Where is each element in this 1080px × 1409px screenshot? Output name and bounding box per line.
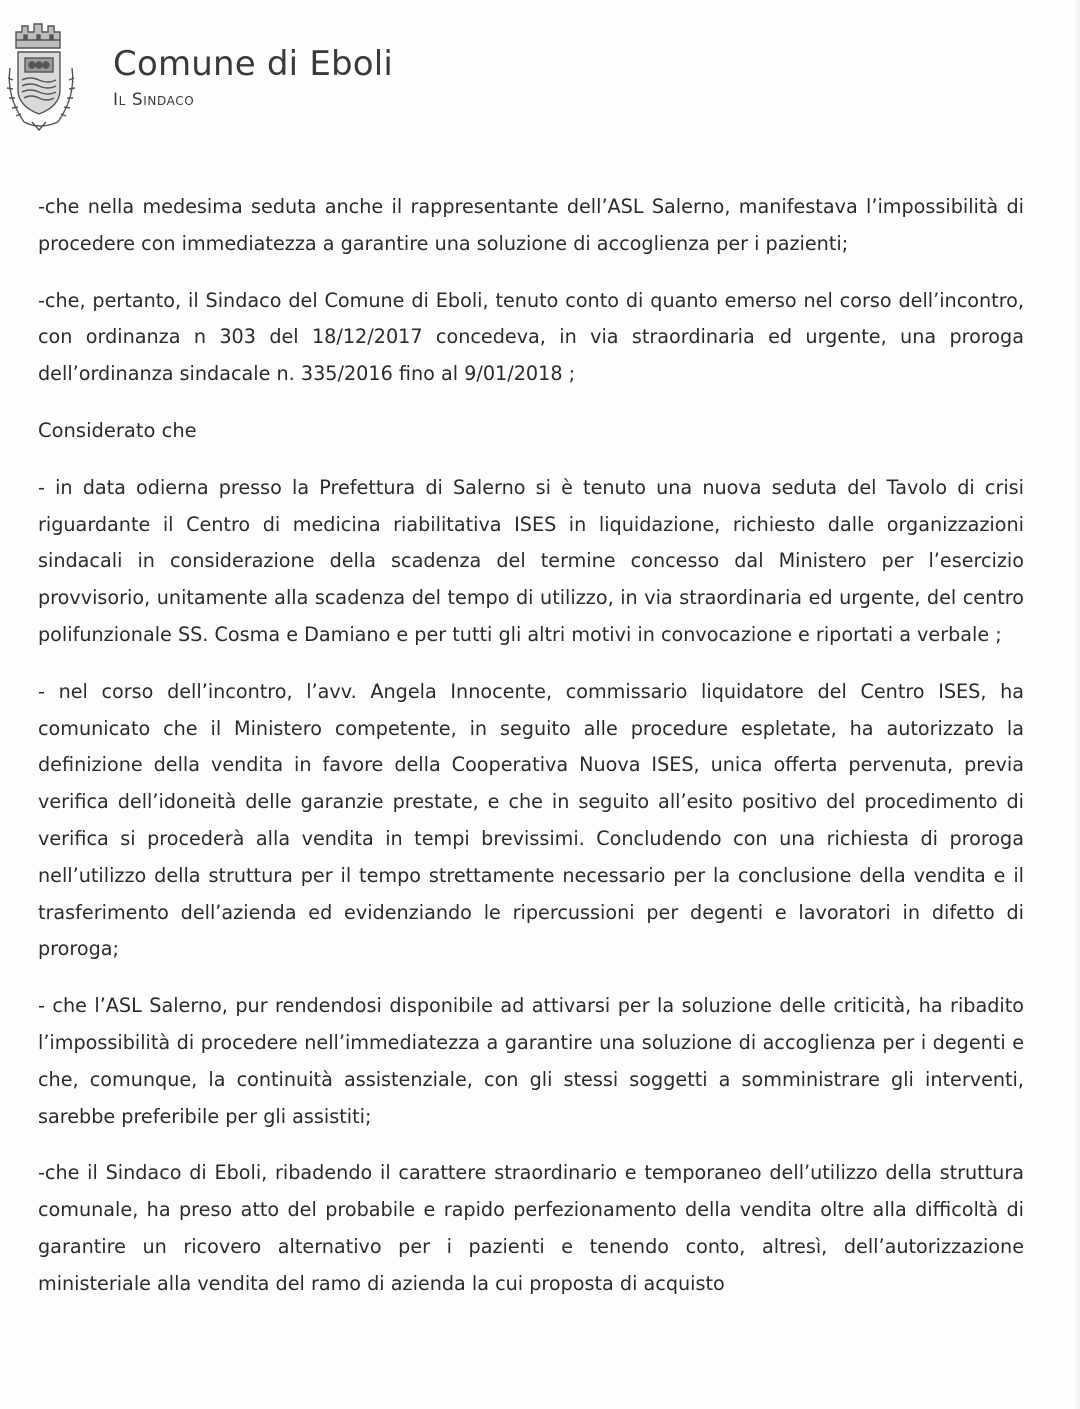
paragraph: -che il Sindaco di Eboli, ribadendo il carattere straordinario e temporaneo dell’utilizzo della struttura comunale, ha preso atto del probabile e rapido perfezionamento della vendita oltre alla difficoltà di garantire un ricovero alternativo per i pazienti e tenendo conto, altresì, dell’autorizzazione ministeriale alla vendita del ramo di azienda la cui proposta di acquisto: [38, 1161, 1024, 1295]
paragraph: - nel corso dell’incontro, l’avv. Angela Innocente, commissario liquidatore del Centro ISES, ha comunicato che il Ministero competente, in seguito alle procedure espletate, ha autorizzato la definizione della vendita in favore della Cooperativa Nuova ISES, unica offerta pervenuta, previa verifica dell’idoneità delle garanzie prestate, e che in seguito all’esito positivo del procedimento di verifica si procederà alla vendita in tempi brevissimi. Concludendo con una richiesta di proroga nell’utilizzo della struttura per il tempo strettamente necessario per la conclusione della vendita e il trasferimento dell’azienda ed evidenziando le ripercussioni per degenti e lavoratori in difetto di proroga;: [38, 679, 1024, 961]
municipality-name: Comune di Eboli: [113, 44, 394, 84]
municipal-crest-icon: [4, 18, 78, 136]
paragraph: - in data odierna presso la Prefettura di Salerno si è tenuto una nuova seduta del Tavolo di crisi riguardante il Centro di medicina riabilitativa ISES in liquidazione, richiesto dalle organizzazioni sindacali in considerazione della scadenza del termine concesso dal Ministero per l’esercizio provvisorio, unitamente alla scadenza del tempo di utilizzo, in via straordinaria ed urgente, del centro polifunzionale SS. Cosma e Damiano e per tutti gli altri motivi in convocazione e riportati a verbale ;: [38, 475, 1024, 646]
paragraph: -che nella medesima seduta anche il rappresentante dell’ASL Salerno, manifestava l’impossibilità di procedere con immediatezza a garantire una soluzione di accoglienza per i pazienti;: [38, 195, 1024, 255]
paragraph: -che, pertanto, il Sindaco del Comune di Eboli, tenuto conto di quanto emerso nel corso dell’incontro, con ordinanza n 303 del 18/12/2017 concedeva, in via straordinaria ed urgente, una proroga dell’ordinanza sindacale n. 335/2016 fino al 9/01/2018 ;: [38, 288, 1024, 386]
letterhead: [0, 0, 1080, 150]
section-heading: Considerato che: [38, 418, 197, 442]
scan-edge-shadow: [1074, 0, 1080, 1409]
office-title: Il Sindaco: [113, 90, 195, 110]
paragraph: - che l’ASL Salerno, pur rendendosi disponibile ad attivarsi per la soluzione delle criticità, ha ribadito l’impossibilità di procedere nell’immediatezza a garantire una soluzione di accoglienza per i degenti e che, comunque, la continuità assistenziale, con gli stessi soggetti a somministrare gli interventi, sarebbe preferibile per gli assistiti;: [38, 994, 1024, 1128]
document-body: [38, 189, 1024, 1323]
